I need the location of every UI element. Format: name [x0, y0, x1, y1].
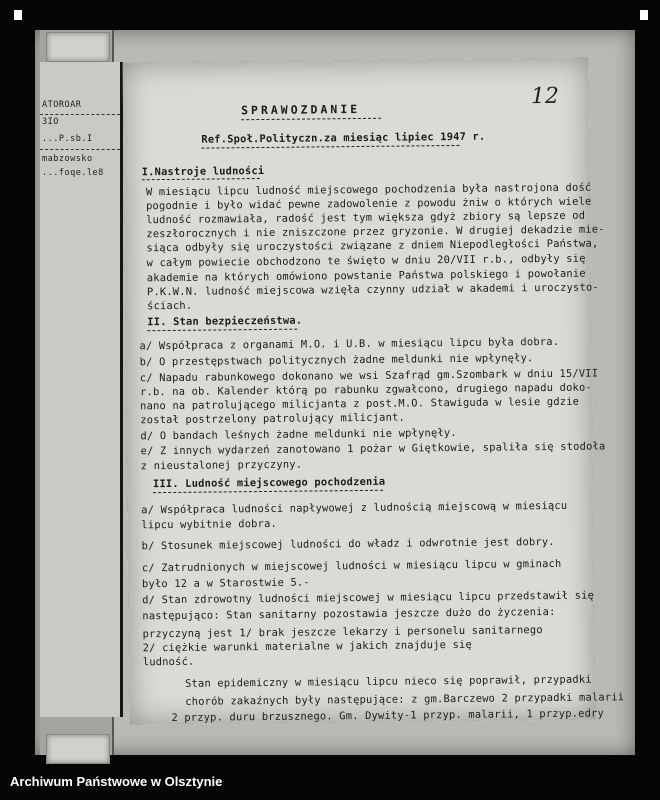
text-line: P.K.W.N. ludność miejscowa wzięła czynny udział w akademi i uroczysto-: [146, 281, 599, 299]
section-underline: [142, 178, 260, 180]
text-line: ściach.: [147, 299, 193, 313]
list-item: przyczyną jest 1/ brak jeszcze lekarzy i personelu sanitarnego: [142, 624, 543, 641]
list-item: nano na patrolującego milicjanta z post.M.O. Stawiguda w lesie gdzie: [140, 395, 580, 413]
document-title: SPRAWOZDANIE: [240, 101, 361, 118]
section-heading: II. Stan bezpieczeństwa.: [147, 314, 303, 329]
list-item: następująco: Stan sanitarny pozostawia jeszcze dużo do życzenia:: [142, 605, 556, 623]
section-heading: III. Ludność miejscowego pochodzenia: [152, 475, 386, 491]
archive-label: Archiwum Państwowe w Olsztynie: [10, 774, 223, 789]
list-item: e/ Z innych wydarzeń zanotowano 1 pożar w Giętkowie, spaliła się stodoła: [140, 440, 606, 458]
left-page-line: ...P.sb.I: [42, 134, 93, 144]
left-page: [40, 62, 123, 717]
text-line: zeszłorocznych i nie zniszczone przez gryzonie. W drugiej dekadzie mie-: [146, 223, 605, 241]
text-line: pogodnie i było widać pewne zadowolenie z powodu żniw o których wiele: [145, 195, 592, 213]
sprocket-hole: [14, 10, 22, 20]
list-item: było 12 a w Starostwie 5.-: [141, 576, 310, 591]
binding-tape: [46, 32, 110, 62]
list-item: d/ O bandach leśnych żadne meldunki nie wpłynęły.: [140, 426, 457, 443]
text-line: akademie na których omówiono powstanie Państwa polskiego i powołanie: [146, 267, 586, 285]
text-line: w całym powiecie obchodzono te święto w dniu 20/VII r.b., odbyły się: [146, 252, 586, 270]
section-underline: [153, 490, 383, 493]
list-item: b/ O przestępstwach politycznych żadne meldunki nie wpłynęły.: [139, 352, 534, 369]
list-item: a/ Współpraca ludności napływowej z ludnością miejscową w miesiącu: [141, 499, 568, 517]
sprocket-hole: [640, 10, 648, 20]
list-item: z nieustalonej przyczyny.: [140, 458, 303, 473]
left-page-rule: [40, 114, 120, 115]
left-page-line: mabzowsko: [42, 154, 93, 164]
binding-tape: [46, 734, 110, 764]
list-item: r.b. na ob. Kalender którą po rabunku zgwałcono, drugiego napadu doko-: [139, 381, 592, 399]
text-line: chorób zakaźnych były następujące: z gm.Barczewo 2 przypadki malarii: [185, 691, 625, 708]
text-line: ludność rozmawiała, radość jest tym większa gdyż zbiory są lepsze od: [146, 209, 586, 227]
title-underline: [241, 118, 381, 120]
left-page-line: ЗIO: [42, 117, 59, 127]
subtitle-underline: [201, 145, 459, 149]
document-subtitle: Ref.Społ.Polityczn.za miesiąc lipiec 1947 r.: [201, 130, 486, 146]
left-page-line: ...foqe.le8: [42, 168, 104, 178]
left-page-rule: [40, 149, 120, 150]
list-item: b/ Stosunek miejscowej ludności do władz i odwrotnie jest dobry.: [141, 535, 555, 553]
section-underline: [147, 329, 297, 332]
list-item: c/ Napadu rabunkowego dokonano we wsi Szafrąd gm.Szombark w dniu 15/VII: [139, 367, 599, 385]
page-number: 12: [530, 83, 560, 110]
text-line: Stan epidemiczny w miesiącu lipcu nieco się poprawił, przypadki: [184, 673, 592, 690]
text-line: 2 przyp. duru brzusznego. Gm. Dywity-1 przyp. malarii, 1 przyp.edry: [171, 707, 604, 724]
left-page-line: ATOROAR: [42, 100, 82, 110]
list-item: ludność.: [142, 655, 195, 669]
text-line: W miesiącu lipcu ludność miejscowego pochodzenia była nastrojona dość: [145, 181, 592, 199]
list-item: lipcu wybitnie dobra.: [141, 517, 278, 532]
list-item: d/ Stan zdrowotny ludności miejscowej w miesiącu lipcu przedstawił się: [142, 589, 595, 607]
list-item: a/ Współpraca z organami M.O. i U.B. w miesiącu lipcu była dobra.: [139, 335, 560, 353]
document-page: [123, 58, 625, 725]
list-item: został postrzelony patrolujący milicjant.: [140, 411, 406, 427]
section-heading: I.Nastroje ludności: [141, 164, 265, 179]
list-item: 2/ ciężkie warunki materialne w jakich znajduje się: [142, 638, 472, 655]
text-line: siąca odbyły się uroczystości związane z dniem Niepodległości Państwa,: [146, 237, 599, 255]
list-item: c/ Zatrudnionych w miejscowej ludności w miesiącu lipcu w gminach: [141, 557, 562, 575]
